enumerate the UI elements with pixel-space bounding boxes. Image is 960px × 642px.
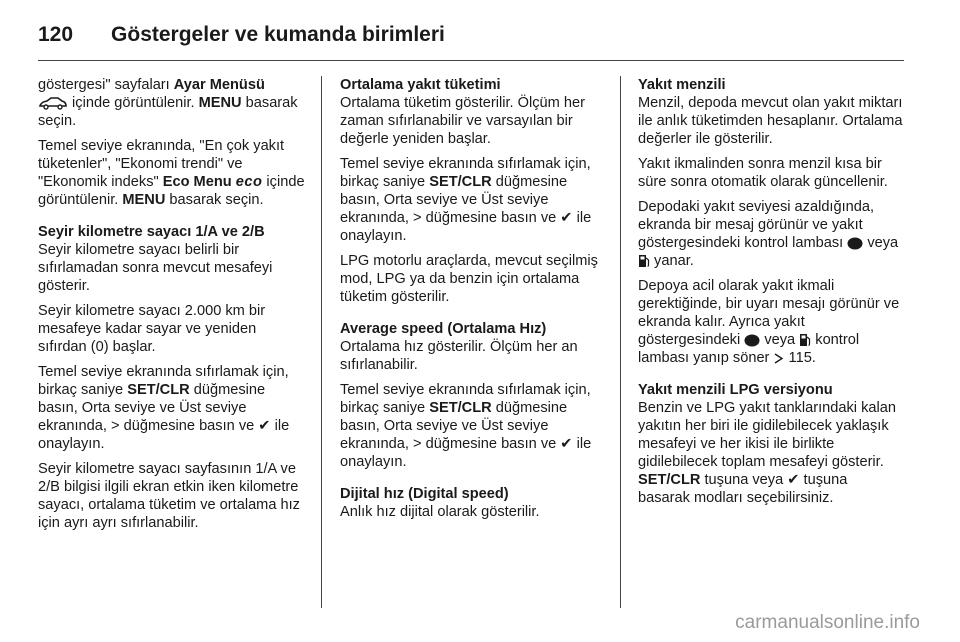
paragraph: Yakıt ikmalinden sonra menzil kısa bir süre sonra otomatik olarak güncellenir.	[638, 156, 888, 190]
checkmark-icon: ✔	[560, 436, 573, 452]
column-3	[638, 76, 903, 514]
checkmark-icon: ✔	[787, 472, 800, 488]
checkmark-icon: ✔	[258, 418, 271, 434]
section-heading: Seyir kilometre sayacı 1/A ve 2/B	[38, 224, 265, 240]
section-heading: Yakıt menzili	[638, 77, 726, 93]
low-fuel-indicator-icon	[847, 237, 863, 250]
column-2	[340, 76, 605, 528]
paragraph: Benzin ve LPG yakıt tanklarındaki kalan yakıtın her biri ile gidilebilecek yaklaşık mesafeyi ve her ikisi ile birlikte gidilebilecek toplam mesafeyi gösterir. SET/CLR tuşuna veya ✔ tuşuna basarak modları seçebilirsiniz.	[638, 400, 896, 506]
paragraph: Temel seviye ekranında sıfırlamak için, birkaç saniye SET/CLR düğmesine basın, Orta seviye ve Üst seviye ekranında, > düğmesine basın ve ✔ ile onaylayın.	[38, 364, 290, 452]
column-1	[38, 76, 308, 539]
paragraph: Menzil, depoda mevcut olan yakıt miktarı ile anlık tüketimden hesaplanır. Ortalama değerler ile gösterilir.	[638, 95, 903, 147]
low-fuel-indicator-icon	[744, 334, 760, 347]
column-divider-1	[321, 76, 322, 608]
page-number: 120	[38, 23, 74, 46]
car-menu-icon	[38, 96, 68, 110]
paragraph: Depoya acil olarak yakıt ikmali gerektiğinde, bir uyarı mesajı görünür ve ekranda kalır. Ayrıca yakıt göstergesindeki veya kontrol lambası yanıp söner 115.	[638, 278, 900, 366]
paragraph: Temel seviye ekranında sıfırlamak için, birkaç saniye SET/CLR düğmesine basın, Orta seviye ve Üst seviye ekranında, > düğmesine basın ve ✔ ile onaylayın.	[340, 382, 592, 470]
paragraph: Ortalama hız gösterilir. Ölçüm her an sıfırlanabilir.	[340, 339, 578, 373]
paragraph: Seyir kilometre sayacı sayfasının 1/A ve 2/B bilgisi ilgili ekran etkin iken kilometre sayacı, ortalama tüketim ve ortalama hız için ayrı ayrı sıfırlanabilir.	[38, 461, 300, 531]
fuel-pump-icon	[638, 253, 650, 268]
paragraph: Seyir kilometre sayacı 2.000 km bir mesafeye kadar sayar ve yeniden sıfırdan (0) başlar.	[38, 303, 266, 355]
paragraph: Temel seviye ekranında, "En çok yakıt tüketenler", "Ekonomi trendi" ve "Ekonomik indeks" Eco Menu eco içinde görüntülenir. MENU basarak seçin.	[38, 138, 305, 208]
fuel-pump-icon	[799, 332, 811, 347]
chevron-right-icon: >	[413, 436, 422, 452]
paragraph: Depodaki yakıt seviyesi azaldığında, ekranda bir mesaj görünür ve yakıt göstergesindeki kontrol lambası veya yanar.	[638, 199, 899, 269]
paragraph: Temel seviye ekranında sıfırlamak için, birkaç saniye SET/CLR düğmesine basın, Orta seviye ve Üst seviye ekranında, > düğmesine basın ve ✔ ile onaylayın.	[340, 156, 592, 244]
watermark: carmanualsonline.info	[735, 612, 920, 633]
section-heading: Ortalama yakıt tüketimi	[340, 77, 501, 93]
paragraph: Seyir kilometre sayacı belirli bir sıfırlamadan sonra mevcut mesafeyi gösterir.	[38, 242, 273, 294]
header-rule	[38, 60, 904, 61]
paragraph: Ortalama tüketim gösterilir. Ölçüm her zaman sıfırlanabilir ve varsayılan bir değerle yeniden başlar.	[340, 95, 585, 147]
section-heading: Yakıt menzili LPG versiyonu	[638, 382, 833, 398]
section-heading: Average speed (Ortalama Hız)	[340, 321, 547, 337]
page-title: Göstergeler ve kumanda birimleri	[111, 23, 445, 46]
paragraph: göstergesi" sayfaları Ayar Menüsü içinde görüntülenir. MENU basarak seçin.	[38, 77, 298, 129]
eco-icon: eco	[235, 174, 263, 190]
checkmark-icon: ✔	[560, 210, 573, 226]
column-divider-2	[620, 76, 621, 608]
paragraph: Anlık hız dijital olarak gösterilir.	[340, 504, 540, 520]
page-reference-icon	[773, 352, 784, 365]
section-heading: Dijital hız (Digital speed)	[340, 486, 509, 502]
page-header	[38, 18, 445, 52]
chevron-right-icon: >	[413, 210, 422, 226]
paragraph: LPG motorlu araçlarda, mevcut seçilmiş mod, LPG ya da benzin için ortalama tüketim gösterilir.	[340, 253, 598, 305]
chevron-right-icon: >	[111, 418, 120, 434]
